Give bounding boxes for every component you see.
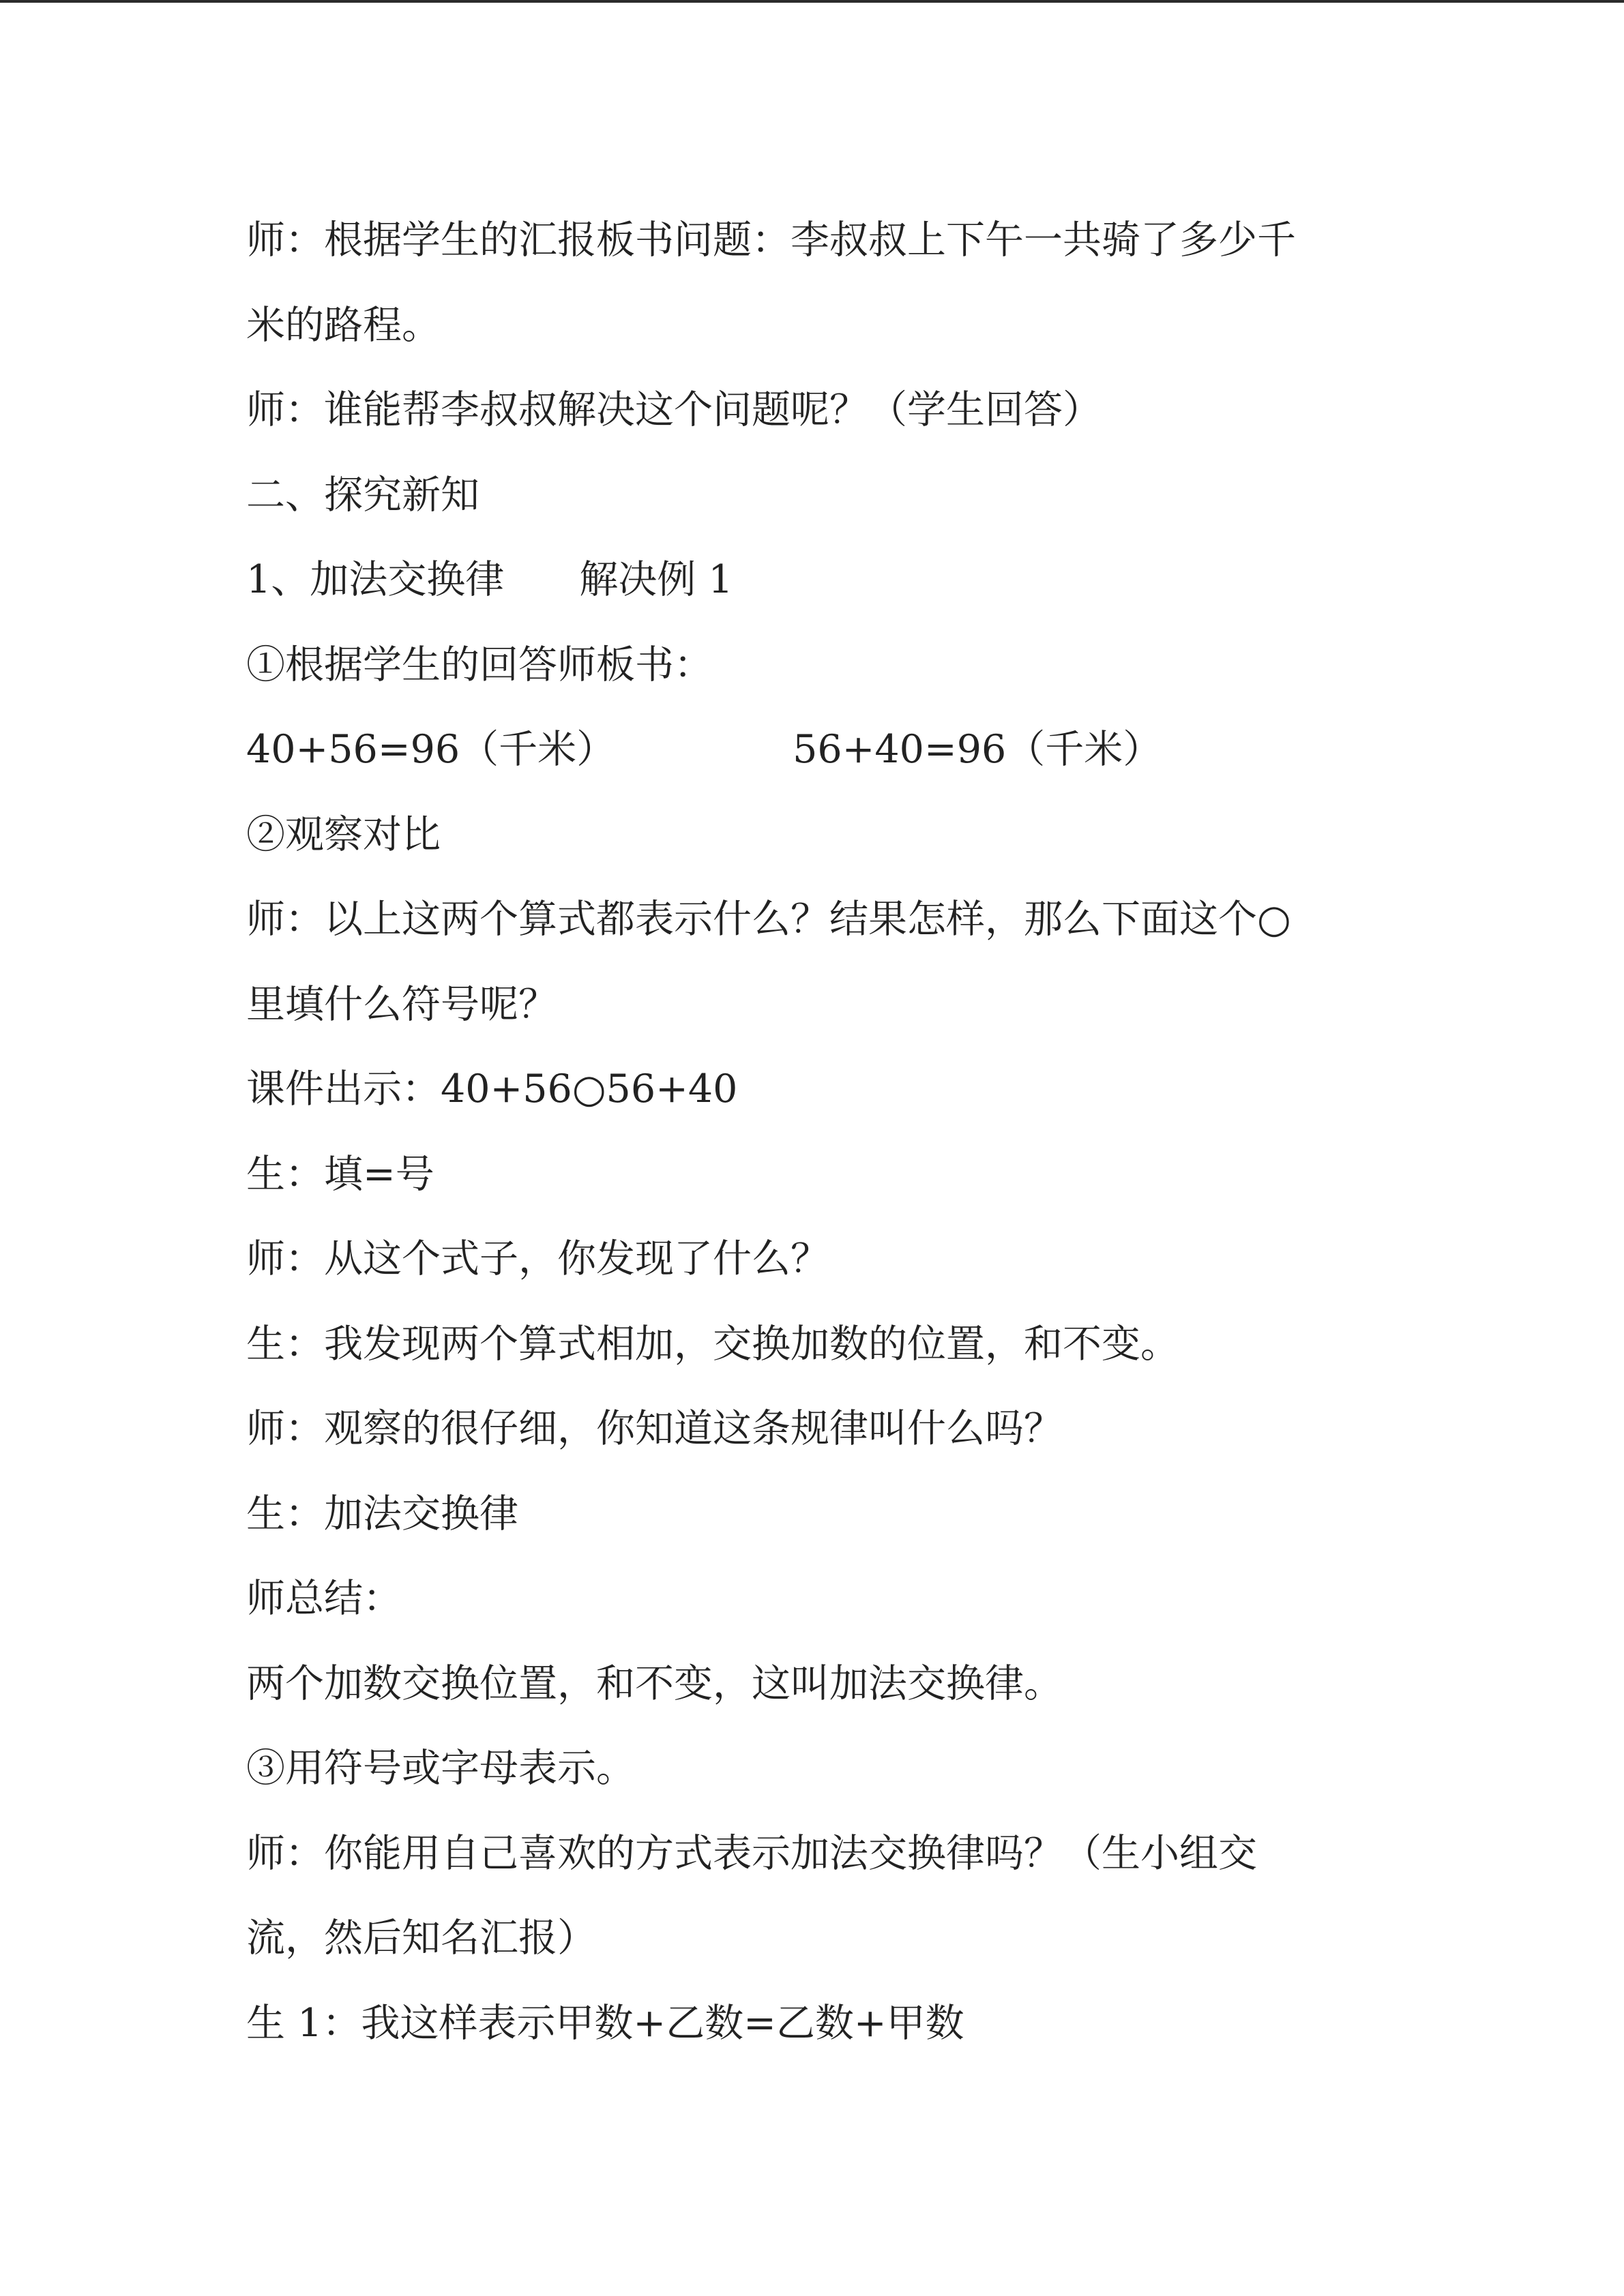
text-line: 师：谁能帮李叔叔解决这个问题呢？（学生回答） <box>246 387 1102 432</box>
text-line: 师：根据学生的汇报板书问题：李叔叔上下午一共骑了多少千 <box>246 218 1296 263</box>
text-line: 师：从这个式子，你发现了什么？ <box>246 1236 829 1281</box>
text-line: 流，然后知名汇报） <box>246 1915 596 1960</box>
text-line: 两个加数交换位置，和不变，这叫加法交换律。 <box>246 1660 1063 1706</box>
text-line: 米的路程。 <box>246 302 441 348</box>
text-line: ③用符号或字母表示。 <box>246 1746 635 1791</box>
text-line: ①根据学生的回答师板书： <box>246 642 713 687</box>
subsection-example: 解决例 1 <box>579 557 733 602</box>
page-top-border <box>0 0 1624 3</box>
equation-right: 56+40=96（千米） <box>793 727 1162 772</box>
text-line: 师：你能用自己喜欢的方式表示加法交换律吗？（生小组交 <box>246 1830 1257 1876</box>
subsection-title: 1、加法交换律 <box>246 557 505 602</box>
section-heading: 二、探究新知 <box>246 472 479 518</box>
text-line: 生：填=号 <box>246 1151 434 1197</box>
text-line: 师：观察的很仔细，你知道这条规律叫什么吗？ <box>246 1406 1063 1451</box>
text-line: 师总结： <box>246 1576 402 1621</box>
document-body <box>246 198 1378 2066</box>
text-line: 里填什么符号呢？ <box>246 981 557 1027</box>
equation-left: 40+56=96（千米） <box>246 727 616 772</box>
subsection-heading <box>246 537 1378 623</box>
text-line: 生：加法交换律 <box>246 1491 518 1536</box>
text-line: 师：以上这两个算式都表示什么？结果怎样，那么下面这个○ <box>246 897 1291 942</box>
text-line: 生：我发现两个算式相加，交换加数的位置，和不变。 <box>246 1321 1179 1367</box>
text-line: 生 1：我这样表示甲数+乙数=乙数+甲数 <box>246 2000 964 2046</box>
text-line: 课件出示：40+56○56+40 <box>246 1067 738 1112</box>
equation-line <box>246 707 1378 792</box>
text-line: ②观察对比 <box>246 811 441 857</box>
